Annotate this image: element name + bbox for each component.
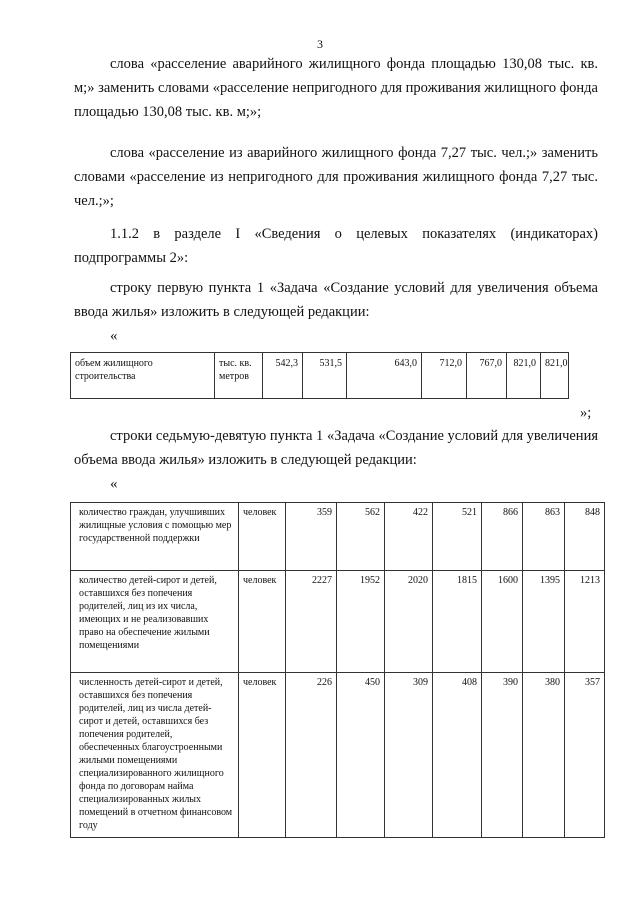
close-quote-1: »; xyxy=(580,405,592,421)
table-row xyxy=(71,353,569,399)
paragraph-5: строки седьмую-девятую пункта 1 «Задача «Создание условий для увеличения объема ввода жилья» изложить в следующей редакции: xyxy=(74,428,598,468)
value-cell: 821,0 xyxy=(507,353,541,399)
value-cell: 1213 xyxy=(565,571,605,673)
open-quote-1: « xyxy=(110,328,118,344)
indicator-label: объем жилищного строительства xyxy=(71,353,215,399)
value-cell: 1600 xyxy=(482,571,523,673)
indicator-label: количество граждан, улучшивших жилищные условия с помощью мер государственной поддержки xyxy=(71,503,239,571)
value-cell: 390 xyxy=(482,673,523,838)
unit-cell: человек xyxy=(239,673,286,838)
table-row xyxy=(71,503,605,571)
value-cell: 848 xyxy=(565,503,605,571)
value-cell: 542,3 xyxy=(263,353,303,399)
page-number: 3 xyxy=(317,37,323,51)
value-cell: 309 xyxy=(385,673,433,838)
value-cell: 380 xyxy=(523,673,565,838)
unit-cell: тыс. кв. метров xyxy=(215,353,263,399)
paragraph-1: слова «расселение аварийного жилищного фонда площадью 130,08 тыс. кв. м;» заменить словами «расселение непригодного для проживания жилищного фонда площадью 130,08 тыс. кв. м;»; xyxy=(74,56,598,120)
indicator-table-2 xyxy=(70,502,605,838)
value-cell: 562 xyxy=(337,503,385,571)
value-cell: 866 xyxy=(482,503,523,571)
indicator-label: численность детей-сирот и детей, оставшихся без попечения родителей, лиц из числа детей-сирот и детей, оставшихся без попечения родителей, обеспеченных благоустроенными жилыми помещениями специализированного жилищного фонда по договорам найма специализированных жилых помещений в отчетном финансовом году xyxy=(71,673,239,838)
value-cell: 422 xyxy=(385,503,433,571)
value-cell: 450 xyxy=(337,673,385,838)
paragraph-4: строку первую пункта 1 «Задача «Создание условий для увеличения объема ввода жилья» изложить в следующей редакции: xyxy=(74,280,598,320)
indicator-table-1 xyxy=(70,352,569,399)
value-cell: 1395 xyxy=(523,571,565,673)
paragraph-2: слова «расселение из аварийного жилищного фонда 7,27 тыс. чел.;» заменить словами «расселение из непригодного для проживания жилищного фонда 7,27 тыс. чел.;»; xyxy=(74,145,598,209)
value-cell: 357 xyxy=(565,673,605,838)
open-quote-2: « xyxy=(110,476,118,492)
value-cell: 1952 xyxy=(337,571,385,673)
value-cell: 643,0 xyxy=(347,353,422,399)
value-cell: 863 xyxy=(523,503,565,571)
table-row xyxy=(71,673,605,838)
value-cell: 1815 xyxy=(433,571,482,673)
value-cell: 712,0 xyxy=(422,353,467,399)
unit-cell: человек xyxy=(239,571,286,673)
paragraph-3: 1.1.2 в разделе I «Сведения о целевых показателях (индикаторах) подпрограммы 2»: xyxy=(74,226,598,266)
value-cell: 521 xyxy=(433,503,482,571)
value-cell: 408 xyxy=(433,673,482,838)
value-cell: 226 xyxy=(286,673,337,838)
unit-cell: человек xyxy=(239,503,286,571)
value-cell: 2020 xyxy=(385,571,433,673)
value-cell: 767,0 xyxy=(467,353,507,399)
value-cell: 821,0 xyxy=(541,353,569,399)
value-cell: 2227 xyxy=(286,571,337,673)
value-cell: 359 xyxy=(286,503,337,571)
value-cell: 531,5 xyxy=(303,353,347,399)
indicator-label: количество детей-сирот и детей, оставшихся без попечения родителей, лиц из их числа, имеющих и не реализовавших право на обеспечение жилыми помещениями xyxy=(71,571,239,673)
table-row xyxy=(71,571,605,673)
